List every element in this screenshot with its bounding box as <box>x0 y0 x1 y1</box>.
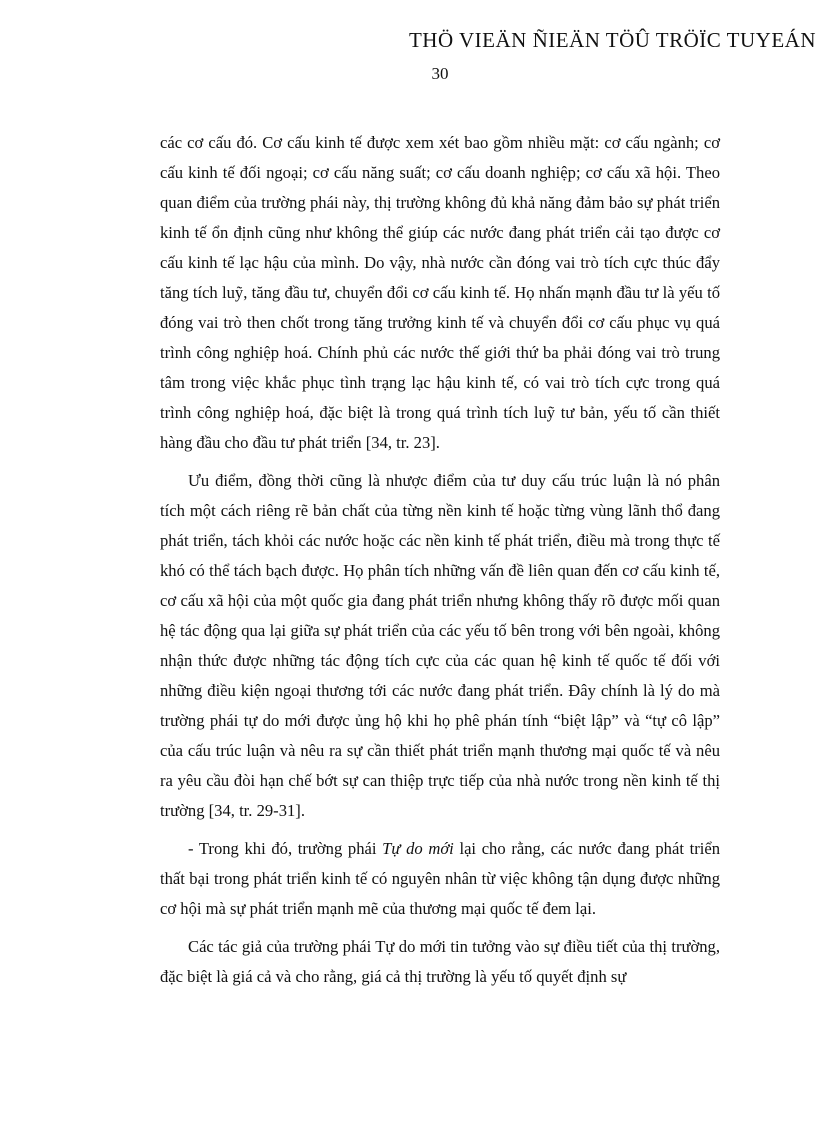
paragraph-4: Các tác giả của trường phái Tự do mới tin tưởng vào sự điều tiết của thị trường, đặc biệt là giá cả và cho rằng, giá cả thị trường là yếu tố quyết định sự <box>160 937 720 986</box>
paragraph-2: Ưu điểm, đồng thời cũng là nhược điểm của tư duy cấu trúc luận là nó phân tích một cách riêng rẽ bản chất của từng nền kinh tế hoặc từng vùng lãnh thổ đang phát triển, tách khỏi các nước hoặc các nền kinh tế phát triển, điều mà trong thực tế khó có thể tách bạch được. Họ phân tích những vấn đề liên quan đến cơ cấu kinh tế, cơ cấu xã hội của một quốc gia đang phát triển nhưng không thấy rõ được mối quan hệ tác động qua lại giữa sự phát triển của các yếu tố bên trong với bên ngoài, không nhận thức được những tác động tích cực của các quan hệ kinh tế quốc tế đối với những điều kiện ngoại thương tới các nước đang phát triển. Đây chính là lý do mà trường phái tự do mới được ủng hộ khi họ phê phán tính “biệt lập” và “tự cô lập” của cấu trúc luận và nêu ra sự cần thiết phát triển mạnh thương mại quốc tế và nêu ra yêu cầu đòi hạn chế bớt sự can thiệp trực tiếp của nhà nước trong nền kinh tế thị trường [34, tr. 29-31]. <box>160 471 720 820</box>
page-number: 30 <box>431 64 449 83</box>
paragraph-3-italic-term: Tự do mới <box>382 839 454 858</box>
running-header: THÖ VIEÄN ÑIEÄN TÖÛ TRÖÏC TUYEÁN <box>408 28 816 52</box>
paragraph-3-rest: lại cho rằng, các nước đang phát triển thất bại trong phát triển kinh tế có nguyên nhân từ việc không tận dụng được những cơ hội mà sự phát triển mạnh mẽ của thương mại quốc tế đem lại. <box>160 839 720 918</box>
paragraph-1: các cơ cấu đó. Cơ cấu kinh tế được xem xét bao gồm nhiều mặt: cơ cấu ngành; cơ cấu kinh tế đối ngoại; cơ cấu năng suất; cơ cấu doanh nghiệp; cơ cấu xã hội. Theo quan điểm của trường phái này, thị trường không đủ khả năng đảm bảo sự phát triển kinh tế ổn định cũng như không thể giúp các nước đang phát triển cải tạo được cơ cấu kinh tế lạc hậu của mình. Do vậy, nhà nước cần đóng vai trò tích cực thúc đẩy tăng tích luỹ, tăng đầu tư, chuyển đổi cơ cấu kinh tế. Họ nhấn mạnh đầu tư là yếu tố đóng vai trò then chốt trong tăng trưởng kinh tế và chuyển đổi cơ cấu phục vụ quá trình công nghiệp hoá. Chính phủ các nước thế giới thứ ba phải đóng vai trò trung tâm trong việc khắc phục tình trạng lạc hậu kinh tế, có vai trò tích cực trong quá trình công nghiệp hoá, đặc biệt là trong quá trình tích luỹ tư bản, yếu tố cần thiết hàng đầu cho đầu tư phát triển [34, tr. 23]. <box>160 133 720 452</box>
paragraph-3 <box>160 834 720 924</box>
body-text <box>160 128 720 992</box>
paragraph-3-lead: - Trong khi đó, trường phái <box>188 839 383 858</box>
